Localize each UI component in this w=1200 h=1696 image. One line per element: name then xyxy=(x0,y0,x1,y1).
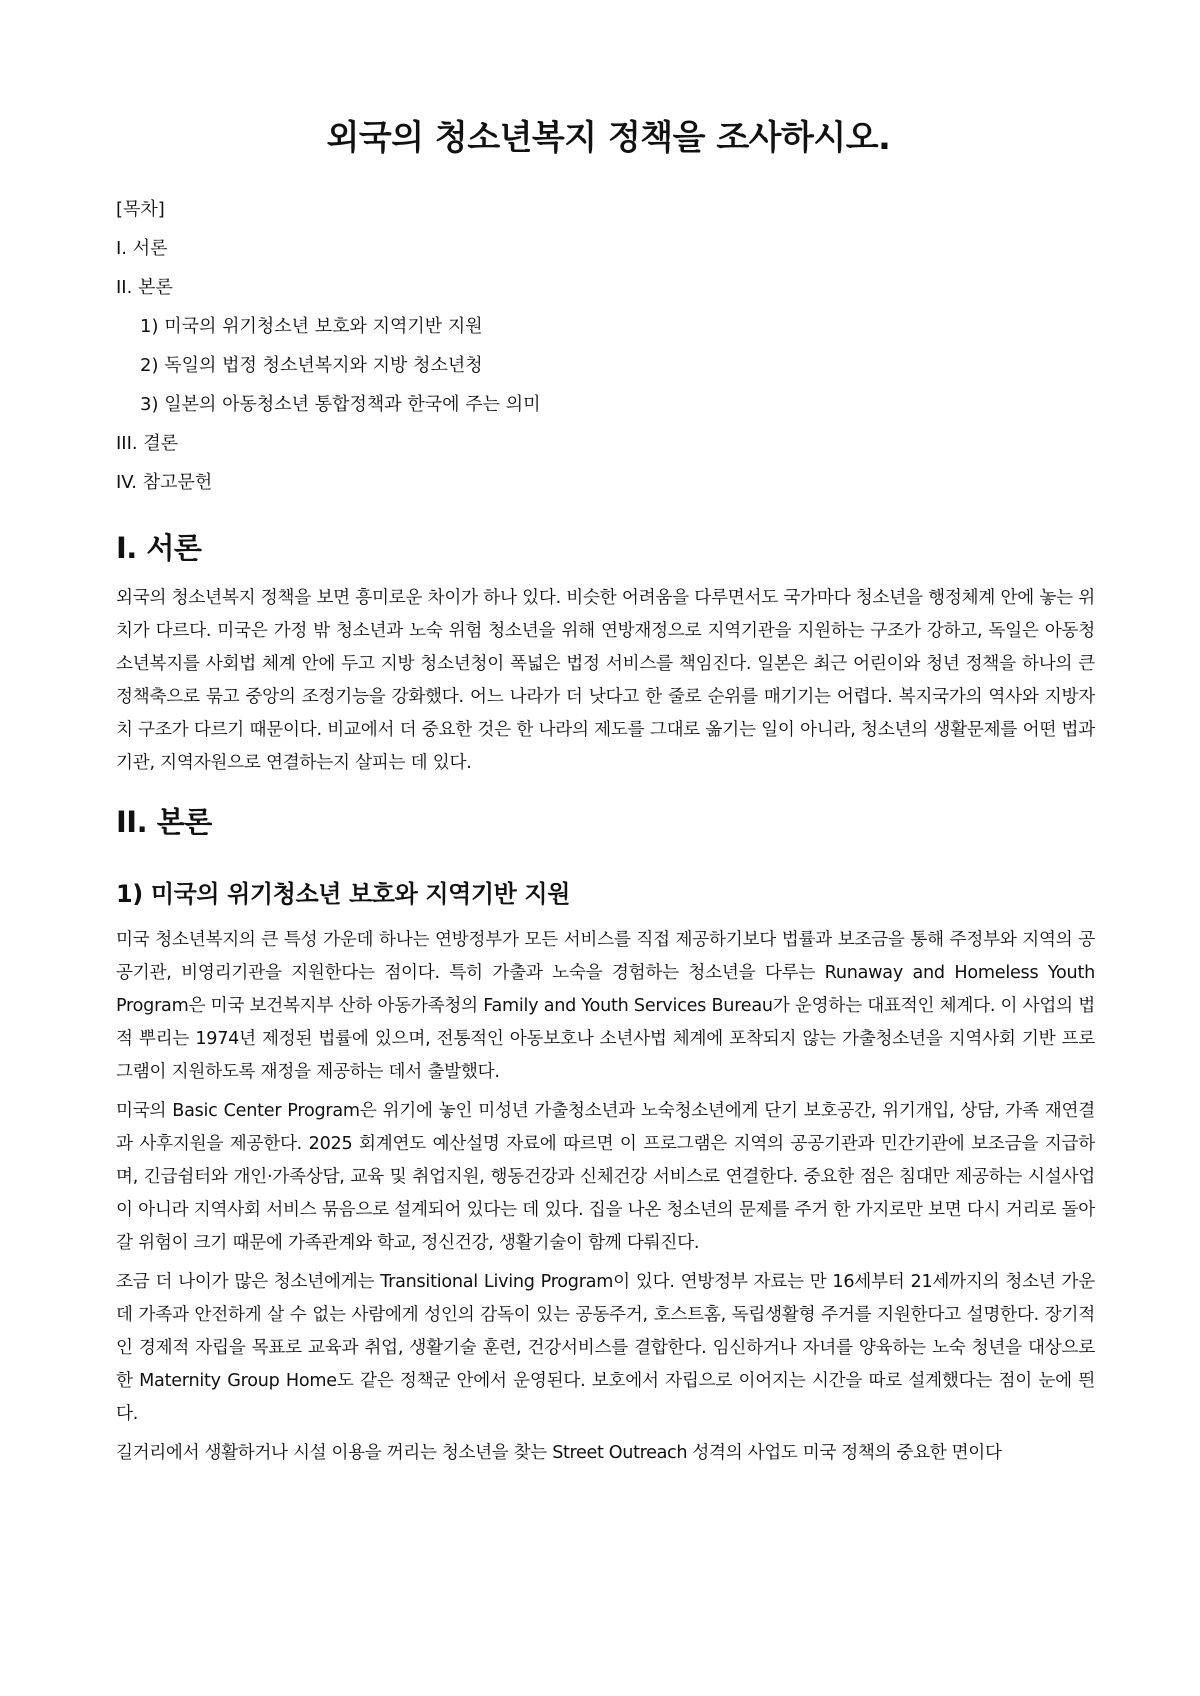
toc-item-intro: I. 서론 xyxy=(116,238,168,259)
section-heading-intro: I. 서론 xyxy=(116,531,202,565)
toc-item-body: II. 본론 xyxy=(116,277,173,298)
toc-item-body-usa: 1) 미국의 위기청소년 보호와 지역기반 지원 xyxy=(140,316,483,337)
toc-item-references: IV. 참고문헌 xyxy=(116,472,213,493)
section-heading-body: II. 본론 xyxy=(116,805,212,839)
usa-paragraph-4: 길거리에서 생활하거나 시설 이용을 꺼리는 청소년을 찾는 Street Outreach 성격의 사업도 미국 정책의 중요한 면이다 xyxy=(116,1443,1002,1463)
usa-paragraph-2: 미국의 Basic Center Program은 위기에 놓인 미성년 가출청소년과 노숙청소년에게 단기 보호공간, 위기개입, 상담, 가족 재연결과 사후지원을 제공한다. 2025 회계연도 예산설명 자료에 따르면 이 프로그램은 지역의 공공기관과 민간기관에 보조금을 지급하며, 긴급쉼터와 개인·가족상담, 교육 및 취업지원, 행동건강과 신체건강 서비스로 연결한다. 중요한 점은 침대만 제공하는 시설사업이 아니라 지역사회 서비스 묶음으로 설계되어 있다는 데 있다. 집을 나온 청소년의 문제를 주거 한 가지로만 보면 다시 거리로 돌아갈 위험이 크기 때문에 가족관계와 학교, 정신건강, 생활기술이 함께 다뤄진다. xyxy=(116,1101,1095,1253)
toc-item-body-japan: 3) 일본의 아동청소년 통합정책과 한국에 주는 의미 xyxy=(140,394,541,415)
subsection-heading-usa: 1) 미국의 위기청소년 보호와 지역기반 지원 xyxy=(116,880,570,908)
usa-paragraph-3: 조금 더 나이가 많은 청소년에게는 Transitional Living Program이 있다. 연방정부 자료는 만 16세부터 21세까지의 청소년 가운데 가족과 안전하게 살 수 없는 사람에게 성인의 감독이 있는 공동주거, 호스트홈, 독립생활형 주거를 지원한다고 설명한다. 장기적인 경제적 자립을 목표로 교육과 취업, 생활기술 훈련, 건강서비스를 결합한다. 임신하거나 자녀를 양육하는 노숙 청년을 대상으로 한 Maternity Group Home도 같은 정책군 안에서 운영된다. 보호에서 자립으로 이어지는 시간을 따로 설계했다는 점이 눈에 띈다. xyxy=(116,1272,1095,1424)
toc-item-conclusion: III. 결론 xyxy=(116,433,179,454)
intro-paragraph: 외국의 청소년복지 정책을 보면 흥미로운 차이가 하나 있다. 비슷한 어려움을 다루면서도 국가마다 청소년을 행정체계 안에 놓는 위치가 다르다. 미국은 가정 밖 청소년과 노숙 위험 청소년을 위해 연방재정으로 지역기관을 지원하는 구조가 강하고, 독일은 아동청소년복지를 사회법 체계 안에 두고 지방 청소년청이 폭넓은 법정 서비스를 책임진다. 일본은 최근 어린이와 청년 정책을 하나의 큰 정책축으로 묶고 중앙의 조정기능을 강화했다. 어느 나라가 더 낫다고 한 줄로 순위를 매기기는 어렵다. 복지국가의 역사와 지방자치 구조가 다르기 때문이다. 비교에서 더 중요한 것은 한 나라의 제도를 그대로 옮기는 일이 아니라, 청소년의 생활문제를 어떤 법과 기관, 지역자원으로 연결하는지 살피는 데 있다. xyxy=(116,588,1095,773)
document-title: 외국의 청소년복지 정책을 조사하시오. xyxy=(326,118,891,158)
toc-heading: [목차] xyxy=(116,199,165,220)
toc-item-body-germany: 2) 독일의 법정 청소년복지와 지방 청소년청 xyxy=(140,355,483,376)
usa-paragraph-1: 미국 청소년복지의 큰 특성 가운데 하나는 연방정부가 모든 서비스를 직접 제공하기보다 법률과 보조금을 통해 주정부와 지역의 공공기관, 비영리기관을 지원한다는 점이다. 특히 가출과 노숙을 경험하는 청소년을 다루는 Runaway and Homeless Youth Program은 미국 보건복지부 산하 아동가족청의 Family and Youth Services Bureau가 운영하는 대표적인 체계다. 이 사업의 법적 뿌리는 1974년 제정된 법률에 있으며, 전통적인 아동보호나 소년사법 체계에 포착되지 않는 가출청소년을 지역사회 기반 프로그램이 지원하도록 재정을 제공하는 데서 출발했다. xyxy=(116,930,1095,1082)
table-of-contents xyxy=(116,190,1095,502)
